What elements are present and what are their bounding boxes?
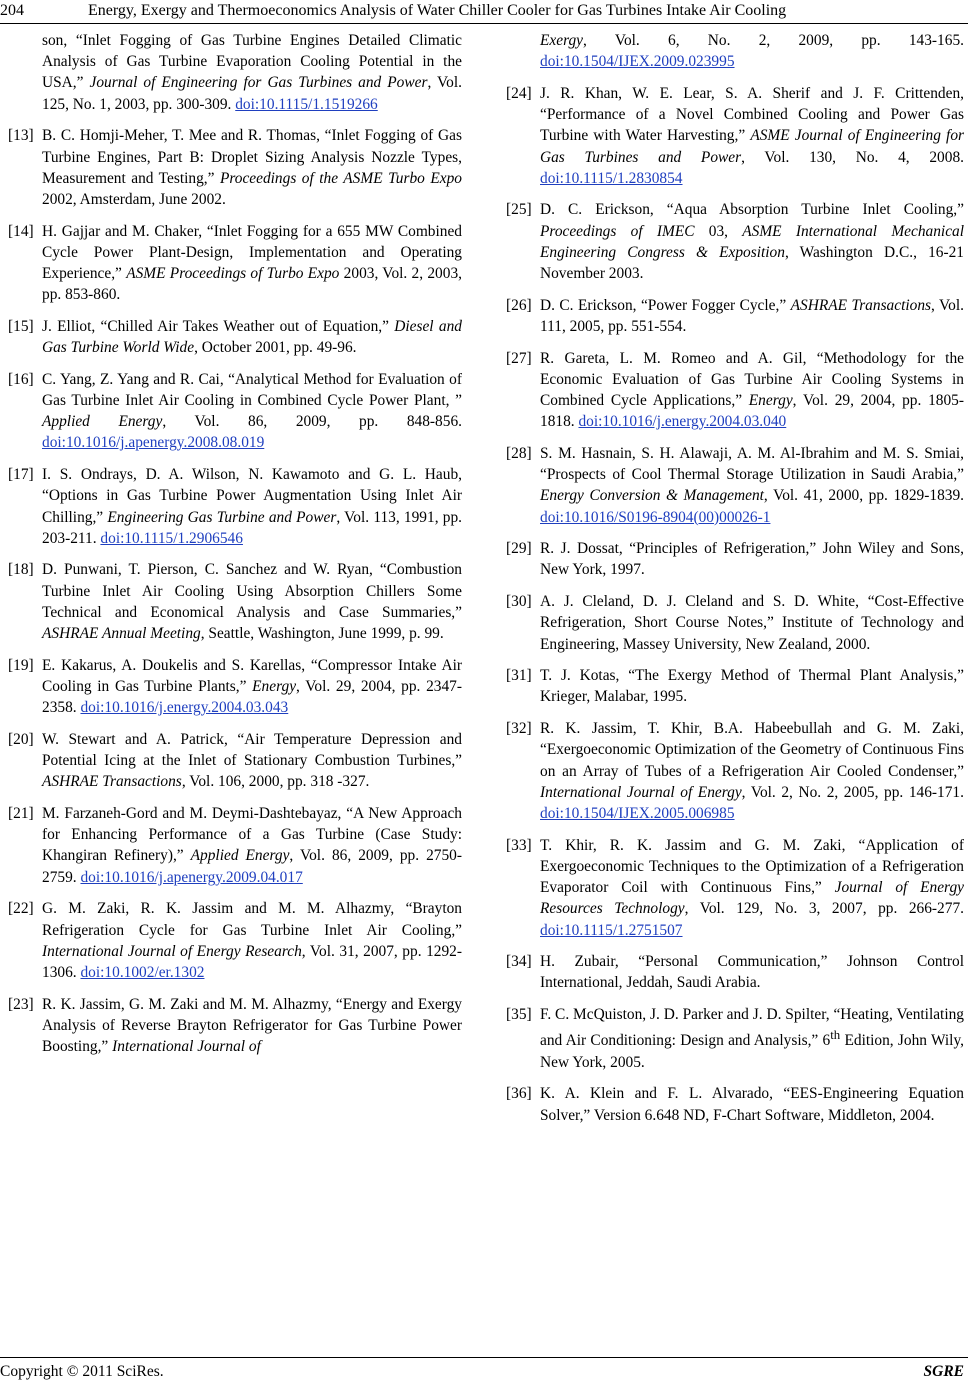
reference-source: ASHRAE Transactions (42, 773, 182, 791)
reference-source: Applied Energy (42, 413, 163, 431)
reference-entry (506, 665, 964, 707)
reference-number: [30] (506, 593, 532, 611)
reference-entry (8, 898, 462, 983)
reference-source: Exergy (540, 32, 584, 49)
header-rule (0, 23, 968, 24)
reference-details: , Vol. 31, 2007, pp. 1292-1306. (42, 942, 462, 981)
reference-entry (506, 83, 964, 189)
reference-number: [35] (506, 1006, 532, 1024)
reference-entry (506, 718, 964, 824)
reference-number: [23] (8, 995, 34, 1013)
reference-text: T. Khir, R. K. Jassim and G. M. Zaki, “Application of Exergoeconomic Techniques to the Optimization of a Refrigeration Evaporator Coil with Continuous Fins,” (540, 836, 964, 897)
reference-source: ASHRAE Annual Meeting (42, 625, 201, 643)
reference-text: C. Yang, Z. Yang and R. Cai, “Analytical Method for Evaluation of Gas Turbine Inlet Air Cooling in Combined Cycle Power Plant, ” (42, 370, 462, 410)
reference-text: J. Elliot, “Chilled Air Takes Weather out of Equation,” (42, 317, 395, 335)
reference-source: Diesel and Gas Turbine World Wide (42, 317, 462, 357)
reference-source: Proceedings of the ASME Turbo Expo (219, 169, 462, 187)
reference-number: [36] (506, 1085, 532, 1103)
reference-details: , Seattle, Washington, June 1999, p. 99. (200, 625, 444, 643)
reference-entry (506, 538, 964, 580)
doi-link[interactable]: doi:10.1016/j.apenergy.2009.04.017 (80, 868, 303, 886)
reference-entry (506, 835, 964, 941)
reference-entry (8, 316, 462, 358)
reference-details: , Vol. 2, No. 2, 2005, pp. 146-171. (741, 783, 964, 801)
reference-text: D. C. Erickson, “Power Fogger Cycle,” (540, 296, 791, 314)
reference-details: , October 2001, pp. 49-96. (194, 339, 357, 357)
doi-link[interactable]: doi:10.1002/er.1302 (80, 963, 205, 981)
superscript: th (830, 1028, 841, 1043)
reference-number: [26] (506, 296, 532, 314)
reference-source: Applied Energy (190, 847, 290, 865)
reference-text: K. A. Klein and F. L. Alvarado, “EES-Engineering Equation Solver,” Version 6.648 ND, F-Chart Software, Middleton, 2004. (540, 1085, 964, 1124)
doi-link[interactable]: doi:10.1115/1.2830854 (540, 169, 683, 187)
reference-text: T. J. Kotas, “The Exergy Method of Thermal Plant Analysis,” Krieger, Malabar, 1995. (540, 667, 964, 706)
reference-source: Energy (748, 392, 793, 410)
reference-details: , Vol. 86, 2009, pp. 2750-2759. (42, 847, 462, 886)
doi-link[interactable]: doi:10.1016/j.apenergy.2008.08.019 (42, 434, 265, 452)
reference-entry (8, 221, 462, 306)
reference-number: [22] (8, 900, 34, 918)
reference-number: [33] (506, 836, 532, 854)
reference-source: International Journal of (112, 1038, 261, 1056)
running-title: Energy, Exergy and Thermoeconomics Analysis of Water Chiller Cooler for Gas Turbines Intake Air Cooling (88, 2, 787, 19)
reference-source: Engineering Gas Turbine and Power (107, 508, 337, 526)
running-header (0, 0, 968, 22)
reference-details: , Vol. 86, 2009, pp. 848-856. (162, 413, 462, 431)
reference-entry (8, 125, 462, 210)
reference-text: D. C. Erickson, “Aqua Absorption Turbine Inlet Cooling,” (540, 201, 964, 219)
reference-entry (506, 348, 964, 433)
reference-text: F. C. McQuiston, J. D. Parker and J. D. Spilter, “Heating, Ventilating and Air Conditioning: Design and Analysis,” 6 (540, 1006, 964, 1050)
reference-details: 03, (694, 222, 743, 240)
doi-link[interactable]: doi:10.1016/j.energy.2004.03.043 (80, 699, 289, 717)
reference-details: , Vol. 29, 2004, pp. 2347-2358. (42, 677, 462, 717)
reference-text: B. C. Homji-Meher, T. Mee and R. Thomas, “Inlet Fogging of Gas Turbine Engines, Part B: Droplet Sizing Analysis Nozzle Types, Measurement and Testing,” (42, 127, 462, 187)
reference-number: [21] (8, 805, 34, 822)
reference-number: [19] (8, 656, 34, 674)
reference-details: 2002, Amsterdam, June 2002. (42, 190, 226, 208)
reference-number: [27] (506, 349, 532, 367)
reference-source: ASME Proceedings of Turbo Expo (126, 265, 340, 283)
reference-number: [28] (506, 444, 532, 462)
reference-number: [15] (8, 317, 34, 335)
doi-link[interactable]: doi:10.1016/j.energy.2004.03.040 (578, 413, 787, 431)
reference-source: ASME Journal of Engineering for Gas Turbines and Power (540, 127, 964, 166)
reference-text: A. J. Cleland, D. J. Cleland and S. D. White, “Cost-Effective Refrigeration, Short Course Notes,” Institute of Technology and Engineering, Massey University, New Zealand, 2000. (540, 593, 964, 653)
reference-entry (506, 30, 964, 72)
footer-rule (0, 1357, 968, 1358)
reference-entry (8, 655, 462, 719)
reference-details: , Vol. 125, No. 1, 2003, pp. 300-309. (42, 74, 462, 113)
reference-details: , Washington D.C., 16-21 November 2003. (540, 243, 964, 283)
reference-entry (8, 30, 462, 115)
reference-number: [17] (8, 466, 34, 484)
reference-number: [16] (8, 370, 34, 388)
reference-number: [18] (8, 561, 34, 579)
reference-entry (8, 559, 462, 644)
reference-text: R. K. Jassim, T. Khir, B.A. Habeebullah and G. M. Zaki, “Exergoeconomic Optimization of the Geometry of Continuous Fins on an Array of Tubes of a Refrigeration Air Cooled Condenser,” (540, 720, 964, 780)
reference-text: E. Kakarus, A. Doukelis and S. Karellas, “Compressor Intake Air Cooling in Gas Turbine Plants,” (42, 656, 462, 695)
doi-link[interactable]: doi:10.1115/1.2906546 (100, 529, 243, 547)
reference-text: J. R. Khan, W. E. Lear, S. A. Sherif and J. F. Crittenden, “Performance of a Novel Combined Cooling and Power Gas Turbine with Water Harvesting,” (540, 84, 964, 145)
page-number: 204 (0, 2, 24, 19)
reference-text: R. K. Jassim, G. M. Zaki and M. M. Alhazmy, “Energy and Exergy Analysis of Reverse Brayton Refrigerator for Gas Turbine Power Boosting,” (42, 995, 462, 1056)
reference-number: [24] (506, 84, 532, 102)
reference-details: , Vol. 29, 2004, pp. 1805-1818. (540, 392, 964, 431)
reference-number: [20] (8, 730, 34, 748)
journal-abbrev: SGRE (923, 1363, 964, 1380)
reference-entry (506, 1004, 964, 1073)
reference-entry (8, 803, 462, 888)
reference-number: [32] (506, 720, 532, 738)
reference-text: S. M. Hasnain, S. H. Alawaji, A. M. Al-Ibrahim and M. S. Smiai, “Prospects of Cool Thermal Storage Utilization in Saudi Arabia,” (540, 444, 964, 484)
reference-text: I. S. Ondrays, D. A. Wilson, N. Kawamoto and G. L. Haub, “Options in Gas Turbine Power Augmentation Using Inlet Air Chilling,” (42, 466, 462, 526)
doi-link[interactable]: doi:10.1016/S0196-8904(00)00026-1 (540, 508, 771, 526)
reference-text: W. Stewart and A. Patrick, “Air Temperature Depression and Potential Icing at the Inlet of Stationary Combustion Turbines,” (42, 730, 462, 770)
reference-text: M. Farzaneh-Gord and M. Deymi-Dashtebayaz, “A New Approach for Enhancing Performance of a Gas Turbine (Case Study: Khangiran Refinery),” (42, 805, 462, 865)
reference-source: International Journal of Energy (540, 783, 742, 801)
reference-entry (506, 199, 964, 284)
reference-number: [14] (8, 222, 34, 240)
reference-entry (8, 369, 462, 454)
reference-number: [29] (506, 540, 532, 558)
reference-entry (506, 443, 964, 528)
reference-source: Proceedings of IMEC (540, 222, 695, 240)
reference-details: , Vol. 113, 1991, pp. 203-211. (42, 508, 463, 547)
doi-link[interactable]: doi:10.1504/IJEX.2009.023995 (540, 53, 735, 71)
reference-source: Energy (252, 677, 297, 695)
reference-text: D. Punwani, T. Pierson, C. Sanchez and W. Ryan, “Combustion Turbine Inlet Air Cooling Using Absorption Chillers Some Technical and Economical Analysis and Case Summaries,” (42, 561, 462, 621)
copyright-notice: Copyright © 2011 SciRes. (0, 1363, 164, 1380)
reference-details: , Vol. 6, No. 2, 2009, pp. 143-165. (583, 32, 964, 49)
reference-details: , Vol. 106, 2000, pp. 318 -327. (181, 773, 370, 791)
reference-entry (8, 994, 462, 1058)
doi-link[interactable]: doi:10.1504/IJEX.2005.006985 (540, 805, 735, 822)
reference-number: [13] (8, 127, 34, 145)
left-column (8, 30, 462, 1068)
right-column (506, 30, 964, 1136)
reference-number: [25] (506, 201, 532, 219)
reference-source: International Journal of Energy Research (42, 942, 302, 960)
reference-details: , Vol. 111, 2005, pp. 551-554. (540, 296, 964, 335)
reference-entry (506, 295, 964, 337)
reference-details: , Vol. 130, No. 4, 2008. (741, 148, 964, 166)
reference-details: , Vol. 41, 2000, pp. 1829-1839. (763, 487, 965, 505)
reference-details: Edition, John Wily, New York, 2005. (540, 1032, 964, 1071)
reference-details: 2003, Vol. 2, 2003, pp. 853-860. (42, 265, 462, 304)
reference-text: H. Zubair, “Personal Communication,” Johnson Control International, Jeddah, Saudi Arabia. (540, 953, 964, 992)
reference-text: son, “Inlet Fogging of Gas Turbine Engines Detailed Climatic Analysis of Gas Turbine Evaporation Cooling Potential in the USA,” (42, 32, 462, 92)
reference-source: Journal of Energy Resources Technology (540, 879, 964, 918)
reference-entry (506, 951, 964, 993)
reference-source: ASHRAE Transactions (790, 296, 932, 314)
reference-source: Energy Conversion & Management (540, 487, 764, 505)
reference-details: , Vol. 129, No. 3, 2007, pp. 266-277. (684, 900, 964, 918)
reference-text: G. M. Zaki, R. K. Jassim and M. M. Alhazmy, “Brayton Refrigeration Cycle for Gas Turbine Inlet Air Cooling,” (42, 900, 462, 939)
doi-link[interactable]: doi:10.1115/1.1519266 (235, 95, 378, 113)
reference-text: R. J. Dossat, “Principles of Refrigeration,” John Wiley and Sons, New York, 1997. (540, 540, 964, 579)
reference-entry (506, 591, 964, 655)
doi-link[interactable]: doi:10.1115/1.2751507 (540, 921, 683, 939)
reference-source: ASME International Mechanical Engineering Congress & Exposition (540, 222, 964, 261)
reference-text: H. Gajjar and M. Chaker, “Inlet Fogging for a 655 MW Combined Cycle Power Plant-Design, Implementation and Operating Experience,” (42, 222, 462, 283)
reference-number: [31] (506, 667, 532, 685)
reference-entry (8, 729, 462, 793)
reference-entry (506, 1083, 964, 1125)
reference-number: [34] (506, 953, 532, 971)
reference-entry (8, 464, 462, 549)
reference-text: R. Gareta, L. M. Romeo and A. Gil, “Methodology for the Economic Evaluation of Gas Turbine Air Cooling Systems in Combined Cycle Applications,” (540, 349, 964, 410)
reference-source: Journal of Engineering for Gas Turbines and Power (89, 74, 428, 92)
